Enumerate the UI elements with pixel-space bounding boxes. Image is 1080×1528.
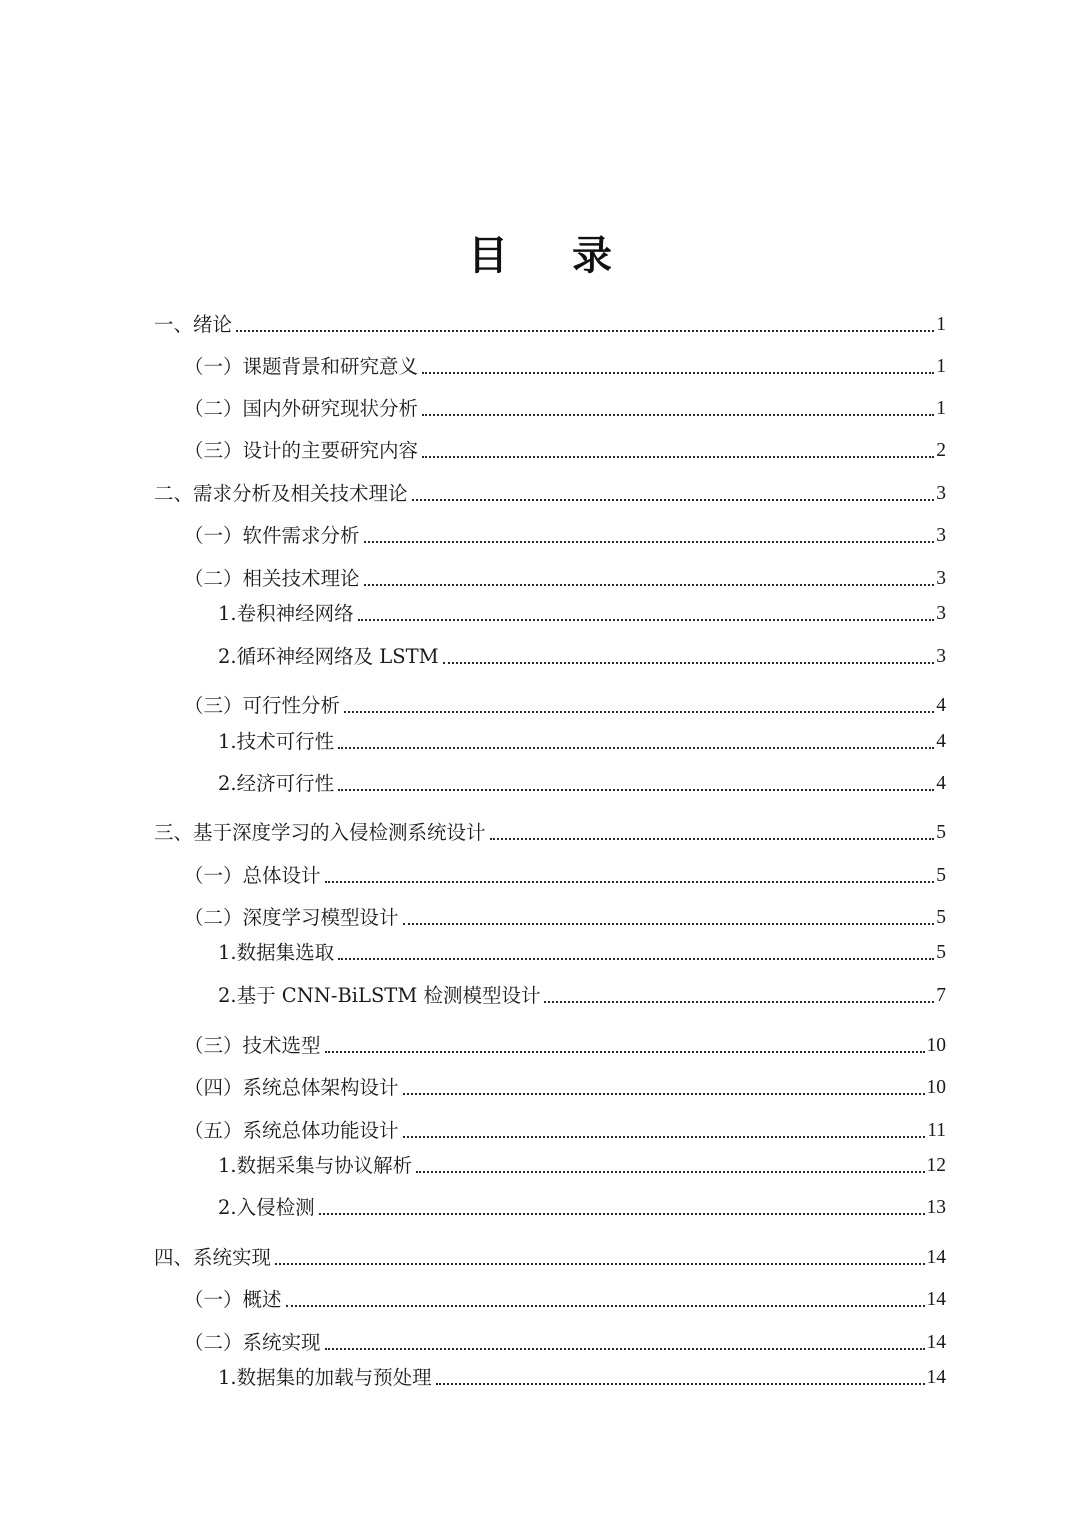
toc-entry[interactable] <box>184 1112 946 1144</box>
toc-entry-title: （三）可行性分析 <box>184 694 341 717</box>
toc-entry-title: （二）国内外研究现状分析 <box>184 397 419 420</box>
toc-dot-leader <box>416 1171 924 1173</box>
toc-dot-leader <box>319 1213 925 1215</box>
toc-page-number: 14 <box>926 1367 946 1388</box>
toc-page-number: 5 <box>936 865 946 886</box>
toc-entry[interactable] <box>184 857 946 889</box>
toc-entry[interactable] <box>184 899 946 931</box>
toc-page-number: 7 <box>936 985 946 1006</box>
toc-entry-title: 2.经济可行性 <box>218 772 335 795</box>
toc-entry[interactable] <box>184 1069 946 1101</box>
toc-dot-leader <box>403 1136 926 1138</box>
toc-dot-leader <box>236 330 934 332</box>
toc-dot-leader <box>422 456 934 458</box>
toc-dot-leader <box>338 789 934 791</box>
toc-entry-title: （五）系统总体功能设计 <box>184 1119 399 1142</box>
toc-page-number: 14 <box>926 1247 946 1268</box>
toc-entry[interactable] <box>154 814 946 846</box>
toc-entry[interactable] <box>184 517 946 549</box>
toc-dot-leader <box>544 1001 934 1003</box>
toc-dot-leader <box>403 923 935 925</box>
toc-entry-title: 2.入侵检测 <box>218 1196 315 1219</box>
toc-entry-title: 三、基于深度学习的入侵检测系统设计 <box>154 821 486 844</box>
toc-page-number: 1 <box>936 398 946 419</box>
toc-entry-title: （二）系统实现 <box>184 1331 321 1354</box>
toc-entry[interactable] <box>184 1027 946 1059</box>
toc-entry-title: （一）课题背景和研究意义 <box>184 355 419 378</box>
toc-page-number: 14 <box>926 1289 946 1310</box>
toc-dot-leader <box>338 747 934 749</box>
toc-entry-title: 2.基于 CNN-BiLSTM 检测模型设计 <box>218 984 541 1007</box>
toc-dot-leader <box>412 499 935 501</box>
toc-dot-leader <box>443 662 935 664</box>
toc-entry-title: （一）概述 <box>184 1288 282 1311</box>
toc-page-number: 3 <box>936 603 946 624</box>
toc-entry[interactable] <box>218 723 946 755</box>
toc-page-number: 3 <box>936 525 946 546</box>
toc-page-number: 14 <box>926 1332 946 1353</box>
toc-entry-title: 1.数据集的加载与预处理 <box>218 1366 432 1389</box>
toc-dot-leader <box>344 711 934 713</box>
toc-page-number: 5 <box>936 907 946 928</box>
toc-dot-leader <box>364 584 935 586</box>
toc-page-number: 4 <box>936 731 946 752</box>
toc-page-number: 13 <box>926 1197 946 1218</box>
toc-dot-leader <box>436 1383 925 1385</box>
toc-dot-leader <box>422 372 934 374</box>
toc-entry[interactable] <box>218 934 946 966</box>
toc-dot-leader <box>325 1051 925 1053</box>
toc-dot-leader <box>325 881 935 883</box>
toc-page-number: 12 <box>926 1155 946 1176</box>
toc-page-number: 4 <box>936 695 946 716</box>
toc-entry[interactable] <box>154 1239 946 1271</box>
toc-dot-leader <box>286 1305 925 1307</box>
toc-entry[interactable] <box>184 560 946 592</box>
toc-entry[interactable] <box>184 1281 946 1313</box>
toc-entry-title: 1.卷积神经网络 <box>218 602 354 625</box>
toc-page-number: 1 <box>936 356 946 377</box>
toc-entry-title: （一）软件需求分析 <box>184 524 360 547</box>
toc-entry-title: 2.循环神经网络及 LSTM <box>218 645 439 668</box>
toc-entry[interactable] <box>218 638 946 670</box>
toc-entry[interactable] <box>154 475 946 507</box>
toc-page-number: 10 <box>926 1035 946 1056</box>
toc-page-number: 5 <box>936 822 946 843</box>
toc-entry-title: 1.技术可行性 <box>218 730 335 753</box>
toc-entry[interactable] <box>218 1359 946 1391</box>
toc-entry-title: （二）深度学习模型设计 <box>184 906 399 929</box>
toc-entry-title: 四、系统实现 <box>154 1246 272 1269</box>
toc-entry[interactable] <box>218 765 946 797</box>
toc-dot-leader <box>403 1093 925 1095</box>
toc-entry[interactable] <box>154 306 946 338</box>
toc-entry[interactable] <box>184 1324 946 1356</box>
toc-dot-leader <box>275 1263 924 1265</box>
toc-entry[interactable] <box>184 687 946 719</box>
toc-entry-title: （二）相关技术理论 <box>184 567 360 590</box>
toc-entry[interactable] <box>218 977 946 1009</box>
toc-page-number: 1 <box>936 314 946 335</box>
toc-entry-title: 一、绪论 <box>154 313 233 336</box>
toc-page-number: 11 <box>927 1120 946 1141</box>
toc-page-number: 3 <box>936 483 946 504</box>
toc-entry-title: （三）设计的主要研究内容 <box>184 439 419 462</box>
toc-entry[interactable] <box>218 1147 946 1179</box>
toc-dot-leader <box>338 958 934 960</box>
toc-entry-title: 二、需求分析及相关技术理论 <box>154 482 408 505</box>
toc-entry-title: （一）总体设计 <box>184 864 321 887</box>
toc-dot-leader <box>422 414 934 416</box>
toc-entry[interactable] <box>184 432 946 464</box>
toc-entry-title: 1.数据集选取 <box>218 941 335 964</box>
toc-dot-leader <box>364 541 935 543</box>
toc-entry-title: （四）系统总体架构设计 <box>184 1076 399 1099</box>
toc-dot-leader <box>490 838 935 840</box>
toc-dot-leader <box>325 1348 925 1350</box>
toc-page-number: 3 <box>936 568 946 589</box>
toc-dot-leader <box>358 619 935 621</box>
toc-page-number: 10 <box>926 1077 946 1098</box>
toc-entry[interactable] <box>184 348 946 380</box>
toc-entry[interactable] <box>184 390 946 422</box>
toc-entry[interactable] <box>218 1189 946 1221</box>
toc-entry[interactable] <box>218 595 946 627</box>
toc-page-number: 2 <box>936 440 946 461</box>
toc-entry-title: 1.数据采集与协议解析 <box>218 1154 413 1177</box>
toc-entry-title: （三）技术选型 <box>184 1034 321 1057</box>
toc-page-number: 4 <box>936 773 946 794</box>
page-title: 目录 <box>468 233 676 279</box>
toc-page-number: 3 <box>936 646 946 667</box>
toc-page-number: 5 <box>936 942 946 963</box>
